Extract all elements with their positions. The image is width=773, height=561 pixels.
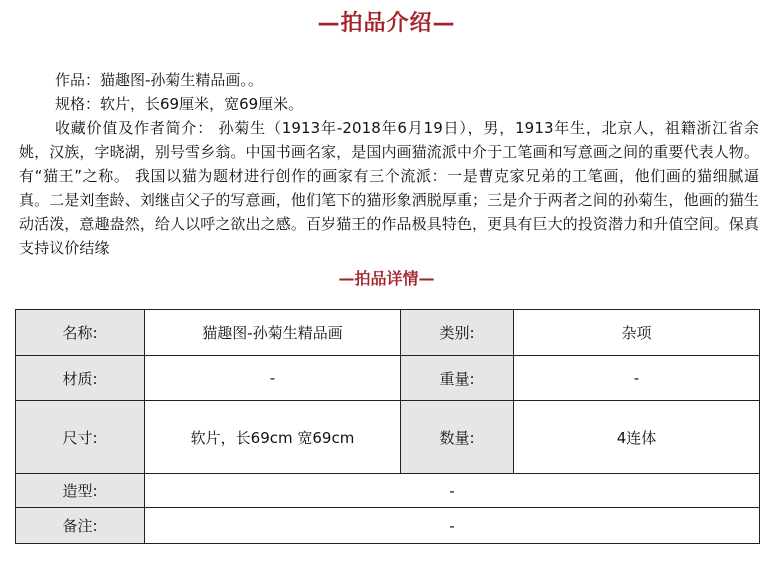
table-row bbox=[16, 474, 760, 508]
intro-work: 作品：猫趣图-孙菊生精品画。。 bbox=[55, 71, 263, 89]
table-row bbox=[16, 356, 760, 401]
weight-label: 重量: bbox=[401, 356, 514, 401]
quantity-value: 4连体 bbox=[514, 401, 760, 474]
size-label: 尺寸: bbox=[16, 401, 145, 474]
table-row bbox=[16, 310, 760, 356]
shape-value: - bbox=[145, 474, 760, 508]
table-row bbox=[16, 508, 760, 544]
note-value: - bbox=[145, 508, 760, 544]
name-label: 名称: bbox=[16, 310, 145, 356]
weight-value: - bbox=[514, 356, 760, 401]
details-table bbox=[15, 309, 760, 544]
category-value: 杂项 bbox=[514, 310, 760, 356]
category-label: 类别: bbox=[401, 310, 514, 356]
quantity-label: 数量: bbox=[401, 401, 514, 474]
page-title: —拍品介绍— bbox=[317, 11, 456, 36]
table-row bbox=[16, 401, 760, 474]
material-value: - bbox=[145, 356, 401, 401]
note-label: 备注: bbox=[16, 508, 145, 544]
intro-description: 收藏价值及作者简介： 孙菊生（1913年-2018年6月19日），男，1913年生，北京人，祖籍浙江省余姚，汉族，字晓湖，别号雪乡翁。中国书画名家，是国内画猫流派中介于工笔画和写意画之间的重要代表人物。有“猫王”之称。 我国以猫为题材进行创作的画家有三个流派：一是曹克家兄弟的工笔画，他们画的猫细腻逼真。二是刘奎龄、刘继卣父子的写意画，他们笔下的猫形象洒脱厚重；三是介于两者之间的孙菊生，他画的猫生动活泼，意趣盎然，给人以呼之欲出之感。百岁猫王的作品极具特色，更具有巨大的投资潜力和升值空间。保真支持议价结缘 bbox=[19, 119, 759, 257]
details-title: —拍品详情— bbox=[338, 269, 435, 288]
material-label: 材质: bbox=[16, 356, 145, 401]
intro-section bbox=[19, 68, 759, 260]
size-value: 软片，长69cm 宽69cm bbox=[145, 401, 401, 474]
intro-spec: 规格：软片，长69厘米，宽69厘米。 bbox=[55, 95, 304, 113]
shape-label: 造型: bbox=[16, 474, 145, 508]
name-value: 猫趣图-孙菊生精品画 bbox=[145, 310, 401, 356]
